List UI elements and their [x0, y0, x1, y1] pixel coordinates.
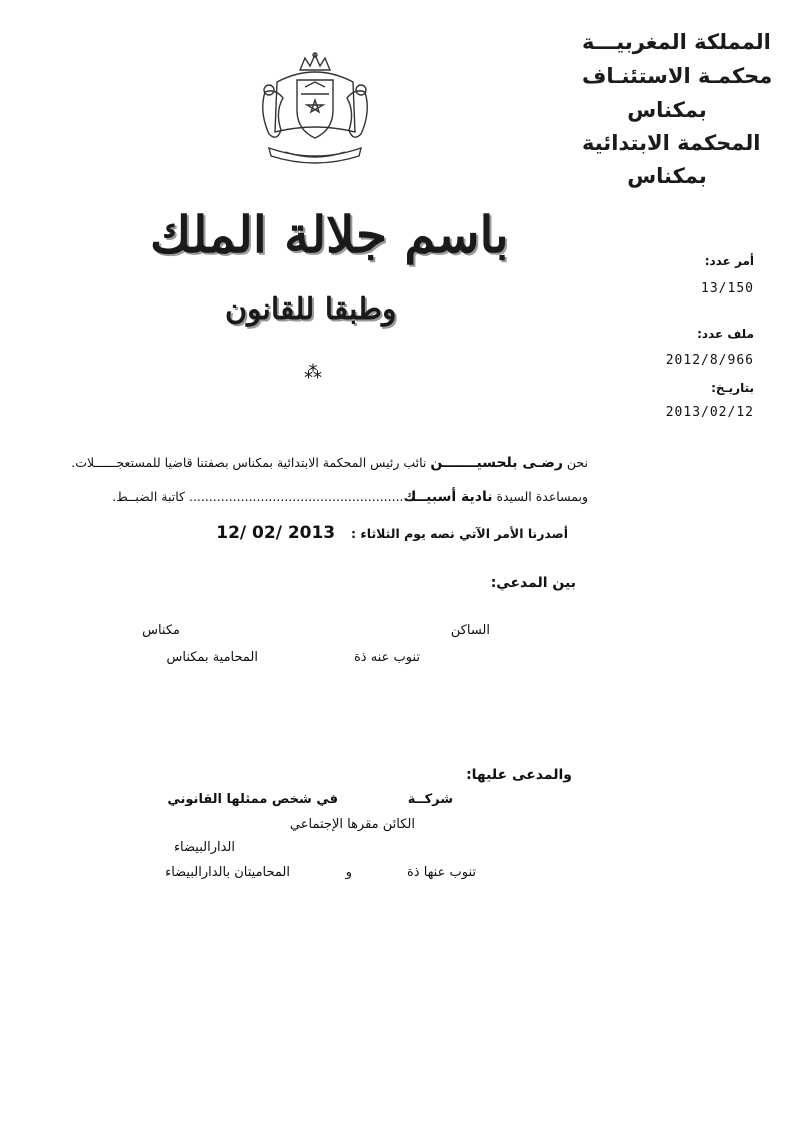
order-number-label: أمر عدد:	[704, 254, 754, 268]
defendant-city: الدارالبيضاء	[173, 840, 235, 855]
clerk-name: نادية أسبيــك	[403, 489, 493, 505]
plaintiff-resident-label: الساكن	[450, 623, 490, 638]
header-appeal-city: بمكناس	[627, 98, 707, 122]
intro-we: نحن	[566, 455, 588, 470]
issued-text: أصدرنا الأمر الآتي نصه يوم الثلاثاء :	[351, 526, 568, 541]
judge-role: نائب رئيس المحكمة الابتدائية بمكناس بصفتنا قاضيا للمستعجــــــلات.	[71, 455, 427, 470]
defendant-company-label: شركــة	[407, 792, 453, 807]
plaintiff-lawyer-city: المحامية بمكناس	[166, 650, 258, 665]
defendant-representative: في شخص ممثلها القانوني	[167, 792, 338, 807]
defendant-heading: والمدعى عليها:	[466, 767, 572, 783]
file-number-value: 2012/8/966	[665, 353, 754, 368]
date-value: 2013/02/12	[665, 405, 754, 420]
plaintiff-city: مكناس	[142, 623, 180, 638]
coat-of-arms-icon	[255, 52, 375, 170]
assist-suffix: ...................................................... كاتبة الضبــط.	[112, 489, 404, 504]
issued-line	[216, 523, 568, 543]
judge-name: رضـى بلحسيـــــــن	[430, 455, 563, 471]
plaintiff-represented-label: تنوب عنه ذة	[353, 650, 420, 665]
defendant-and: و	[345, 865, 352, 880]
date-label: بتاريـخ:	[711, 381, 754, 395]
defendant-represented-label: تنوب عنها ذة	[407, 865, 476, 880]
file-number-label: ملف عدد:	[697, 327, 754, 341]
intro-clerk-line	[112, 489, 588, 505]
issued-date: 12/ 02/ 2013	[216, 523, 336, 543]
assist-prefix: وبمساعدة السيدة	[496, 489, 588, 504]
header-appeal-court: محكمـة الاستئنـاف	[582, 64, 773, 88]
intro-judge-line	[71, 455, 588, 471]
defendant-lawyers-city: المحاميتان بالدارالبيضاء	[165, 865, 290, 880]
order-number-value: 13/150	[701, 281, 754, 296]
asterism-icon: ⁂	[304, 362, 319, 383]
page-subtitle: وطبقا للقانون	[225, 292, 397, 327]
header-first-instance-court: المحكمة الابتدائية	[582, 131, 761, 155]
header-first-instance-city: بمكناس	[627, 164, 707, 188]
defendant-seat: الكائن مقرها الإجتماعي	[289, 817, 415, 832]
header-kingdom: المملكة المغربيـــة	[582, 30, 771, 54]
plaintiff-heading: بين المدعي:	[490, 575, 576, 591]
page-title: باسم جلالة الملك	[150, 205, 509, 264]
